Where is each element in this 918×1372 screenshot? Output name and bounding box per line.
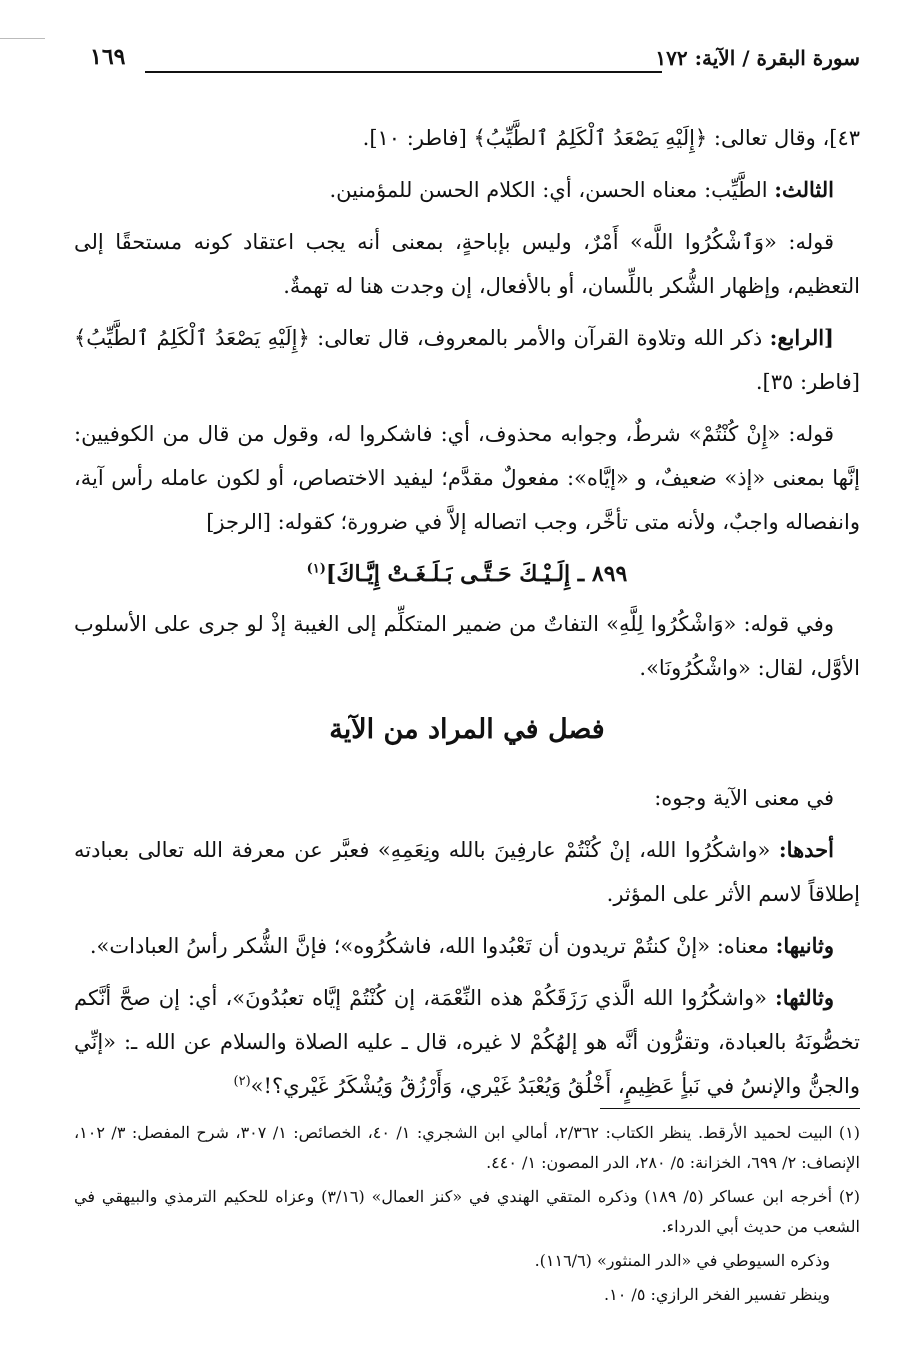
point-text: معناه: «إنْ كنتُمْ تريدون أن تَعْبُدوا الله، فاشكُرُوه»؛ فإنَّ الشُّكر رأسُ العبادات». (89, 934, 776, 958)
footnote-continuation: وينظر تفسير الفخر الرازي: ٥/ ١٠. (604, 1285, 830, 1304)
paragraph: وفي قوله: «وَاشْكُرُوا لِلَّهِ» التفاتٌ من ضمير المتكلِّم إلى الغيبة إذْ لو جرى على الأسلوب الأوَّل، لقال: «واشْكُرُونَا». (74, 612, 860, 680)
page-header (90, 40, 860, 80)
footnote-ref[interactable]: (١) (306, 561, 326, 577)
paragraph (74, 168, 860, 212)
paragraph: قوله: «وَٱشْكُرُوا اللَّه» أَمْرٌ، وليس بإباحةٍ، بمعنى أنه يجب اعتقاد كونه مستحقًا إلى التعظيم، وإظهار الشُّكر باللِّسان، أو بالأفعال، إن وجدت هنا له تهمةٌ. (74, 230, 860, 298)
verse-text: ٨٩٩ ـ إِلَـيْـكَ حَـتَّـى بَـلَـغَـتْ إِيَّـاكَ] (325, 561, 628, 587)
surah-verse-title: سورة البقرة / الآية: ١٧٢ (655, 46, 860, 70)
page-number: ١٦٩ (90, 44, 126, 70)
footnote-continuation: وذكره السيوطي في «الدر المنثور» (١١٦/٦). (534, 1251, 830, 1270)
footnotes (74, 1118, 860, 1314)
paragraph (74, 976, 860, 1108)
footnote-ref[interactable]: (٢) (233, 1074, 251, 1089)
point-text: «واشكُرُوا الله، إنْ كُنْتُمْ عارفِينَ بالله ونِعَمِهِ» فعبَّر عن معرفة الله تعالى بعبادته إطلاقاً لاسم الأثر على المؤثر. (74, 838, 860, 906)
footnote: (٢) أخرجه ابن عساكر (٥/ ١٨٩) وذكره المتقي الهندي في «كنز العمال» (٣/١٦) وعزاه للحكيم الترمذي والبيهقي في الشعب من حديث أبي الدرداء. (74, 1187, 861, 1236)
paragraph (74, 924, 860, 968)
scan-corner-mark (0, 38, 45, 39)
point-label: [الرابع: (769, 325, 834, 350)
main-text (74, 116, 860, 1116)
paragraph (74, 316, 860, 404)
footnote: (١) البيت لحميد الأرقط. ينظر الكتاب: ٢/٣٦٢، أمالي ابن الشجري: ١/ ٤٠، الخصائص: ١/ ٣٠٧، شرح المفصل: ٣/ ١٠٢، الإنصاف: ٢/ ٦٩٩، الخزانة: ٥/ ٢٨٠، الدر المصون: ١/ ٤٤٠. (74, 1123, 861, 1172)
paragraph: ٤٣]، وقال تعالى: ﴿إِلَيْهِ يَصْعَدُ ٱلْكَلِمُ ٱلطَّيِّبُ﴾ [فاطر: ١٠]. (362, 126, 860, 150)
paragraph (74, 828, 860, 916)
header-rule (145, 71, 662, 73)
poetry-verse (74, 552, 860, 596)
section-heading: فصل في المراد من الآية (329, 714, 605, 745)
paragraph: قوله: «إِنْ كُنْتُمْ» شرطٌ، وجوابه محذوف، أي: فاشكروا له، وقول من قال من الكوفيين: إنَّها بمعنى «إذ» ضعيفٌ، و «إيَّاه»: مفعولٌ مقدَّم؛ ليفيد الاختصاص، أو لكون عامله رأس آية، وانفصاله واجبٌ، ولأنه متى تأخَّر، وجب اتصاله إلاَّ في ضرورة؛ كقوله: [الرجز] (74, 422, 860, 534)
point-label: وثالثها: (775, 985, 834, 1010)
point-text: الطَّيِّب: معناه الحسن، أي: الكلام الحسن للمؤمنين. (329, 178, 775, 202)
footnote-separator (600, 1108, 860, 1109)
point-label: أحدها: (778, 837, 834, 862)
point-label: وثانيها: (775, 933, 834, 958)
point-label: الثالث: (774, 177, 834, 202)
point-text: «واشكُرُوا الله الَّذي رَزَقَكُمْ هذه النِّعْمَة، إن كُنْتُمْ إيَّاه تعبُدُونَ»، أي: إن صحَّ أنَّكم تخصُّونَهُ بالعبادة، وتقرُّون أنَّه هو إلهُكُمْ لا غيره، قال ـ عليه الصلاة والسلام عن الله ـ: «إنِّي والجنُّ والإنسُ في نَبأٍ عَظِيمٍ، أَخْلُقُ وَيُعْبَدُ غَيْري، وَأَرْزُقُ وَيُشْكَرُ غَيْري؟!» (74, 986, 860, 1098)
paragraph: في معنى الآية وجوه: (654, 786, 834, 810)
point-text: ذكر الله وتلاوة القرآن والأمر بالمعروف، قال تعالى: ﴿إِلَيْهِ يَصْعَدُ ٱلْكَلِمُ ٱلطَّيِّبُ﴾ [فاطر: ٣٥]. (74, 326, 860, 394)
